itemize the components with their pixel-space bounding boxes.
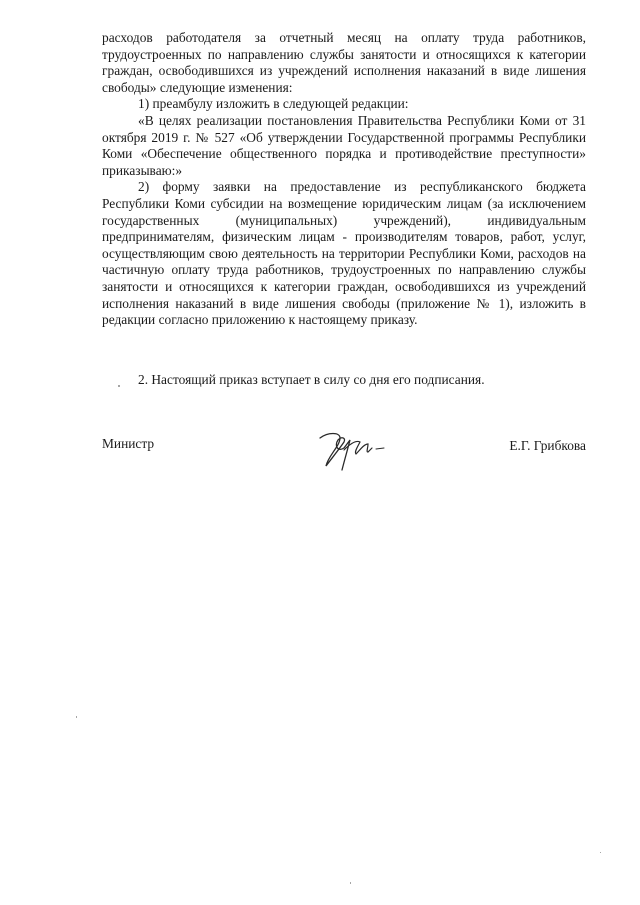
item-1-quote: «В целях реализации постановления Правительства Республики Коми от 31 октября 2019 г. № 527 «Об утверждении Государственной программы Республики Коми «Обеспечение общественного порядка и противодействие преступности» приказываю:» xyxy=(102,112,586,178)
handwritten-signature xyxy=(314,428,394,472)
item-1: 1) преамбулу изложить в следующей редакции: xyxy=(138,96,409,112)
signature-block xyxy=(102,432,586,472)
scan-speck xyxy=(76,716,77,718)
point-2-block xyxy=(102,372,586,389)
paragraph-intro: расходов работодателя за отчетный месяц на оплату труда работников, трудоустроенных по направлению службы занятости и относящихся к категории граждан, освободившихся из учреждений исполнения наказаний в виде лишения свободы» следующие изменения: xyxy=(102,30,586,95)
scan-speck xyxy=(600,852,601,853)
signer-name: Е.Г. Грибкова xyxy=(509,438,586,453)
signer-title: Министр xyxy=(102,436,155,451)
point-2: 2. Настоящий приказ вступает в силу со дня его подписания. xyxy=(138,372,485,387)
scan-speck xyxy=(118,385,120,387)
item-2: 2) форму заявки на предоставление из республиканского бюджета Республики Коми субсидии на возмещение юридическим лицам (за исключением государственных (муниципальных) учреждений), индивидуальным предпринимателям, физическим лицам - производителям товаров, работ, услуг, осуществляющим свою деятельность на территории Республики Коми, расходов на частичную оплату труда работников, трудоустроенных по направлению службы занятости и относящихся к категории граждан, освободившихся из учреждений исполнения наказаний в виде лишения свободы (приложение № 1), изложить в редакции согласно приложению к настоящему приказу. xyxy=(102,179,586,328)
scan-speck xyxy=(350,882,351,884)
document-body xyxy=(102,30,586,329)
